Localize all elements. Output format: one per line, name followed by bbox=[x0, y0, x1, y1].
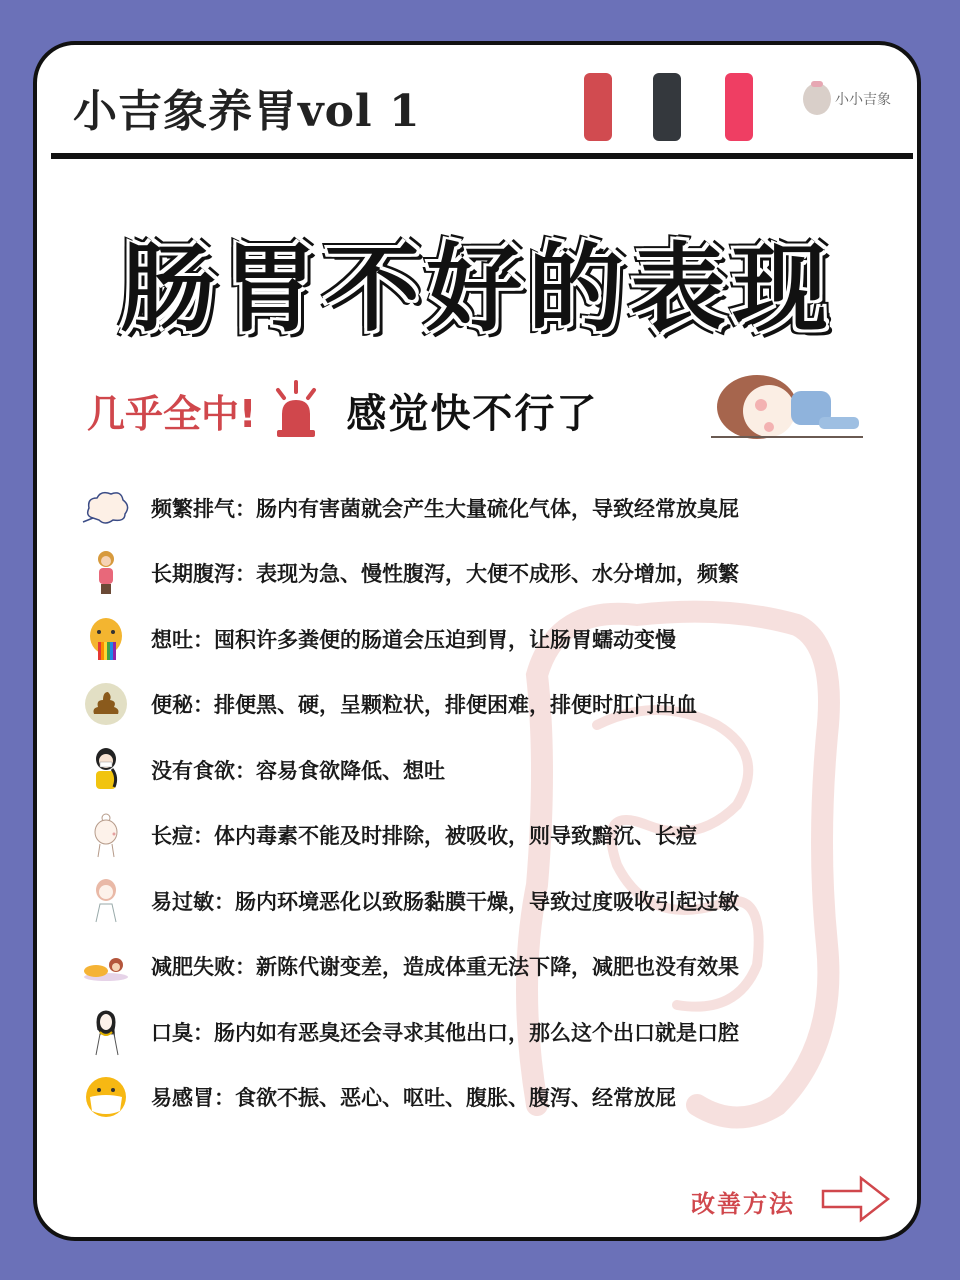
symptom-text: 想吐：囤积许多粪便的肠道会压迫到胃，让肠胃蠕动变慢 bbox=[151, 627, 676, 652]
symptom-text: 便秘：排便黑、硬，呈颗粒状，排便困难，排便时肛门出血 bbox=[151, 693, 697, 718]
symptom-text: 频繁排气：肠内有害菌就会产生大量硫化气体，导致经常放臭屁 bbox=[151, 496, 739, 521]
tired-girl-icon bbox=[707, 367, 867, 439]
list-item bbox=[81, 934, 881, 1000]
list-item bbox=[81, 672, 881, 738]
list-item bbox=[81, 868, 881, 934]
symptom-text: 易过敏：肠内环境恶化以致肠黏膜干燥，导致过度吸收引起过敏 bbox=[151, 889, 739, 914]
stomachache-girl-icon bbox=[81, 550, 131, 596]
list-item bbox=[81, 803, 881, 869]
mask-emoji-icon bbox=[81, 1074, 131, 1120]
color-bar-pink bbox=[725, 73, 753, 141]
next-page-link[interactable] bbox=[691, 1175, 891, 1227]
subheading bbox=[87, 375, 598, 445]
subheading-highlight: 几乎全中! bbox=[87, 391, 257, 436]
list-item bbox=[81, 999, 881, 1065]
author-watermark bbox=[803, 83, 891, 115]
next-page-label: 改善方法 bbox=[691, 1189, 795, 1218]
bad-breath-girl-icon bbox=[81, 1009, 131, 1055]
fart-cloud-icon bbox=[81, 485, 131, 531]
mascot-avatar-icon bbox=[803, 83, 831, 115]
poop-icon bbox=[81, 681, 131, 727]
brand-title: 小吉象养胃vol 1 bbox=[73, 86, 421, 137]
siren-icon bbox=[272, 380, 320, 440]
color-bar-dark bbox=[653, 73, 681, 141]
arrow-right-icon bbox=[821, 1175, 891, 1227]
list-item bbox=[81, 475, 881, 541]
symptom-text: 易感冒：食欲不振、恶心、呕吐、腹胀、腹泻、经常放屁 bbox=[151, 1086, 676, 1111]
symptom-text: 减肥失败：新陈代谢变差，造成体重无法下降，减肥也没有效果 bbox=[151, 955, 739, 980]
page-title: 肠胃不好的表现 bbox=[120, 233, 834, 345]
lying-girl-icon bbox=[81, 943, 131, 989]
poster-card bbox=[33, 41, 921, 1241]
acne-girl-icon bbox=[81, 812, 131, 858]
allergy-girl-icon bbox=[81, 878, 131, 924]
watermark-text: 小小吉象 bbox=[835, 92, 891, 108]
subheading-text: 感觉快不行了 bbox=[346, 390, 599, 437]
header-divider bbox=[51, 153, 913, 159]
symptom-list bbox=[81, 475, 881, 1130]
symptom-text: 长期腹泻：表现为急、慢性腹泻，大便不成形、水分增加，频繁 bbox=[151, 562, 739, 587]
masked-girl-icon bbox=[81, 747, 131, 793]
symptom-text: 口臭：肠内如有恶臭还会寻求其他出口，那么这个出口就是口腔 bbox=[151, 1020, 739, 1045]
symptom-text: 长痘：体内毒素不能及时排除，被吸收，则导致黯沉、长痘 bbox=[151, 824, 697, 849]
color-bar-red bbox=[584, 73, 612, 141]
list-item bbox=[81, 737, 881, 803]
vomit-rainbow-icon bbox=[81, 616, 131, 662]
list-item bbox=[81, 541, 881, 607]
symptom-text: 没有食欲：容易食欲降低、想吐 bbox=[151, 758, 445, 783]
list-item bbox=[81, 1065, 881, 1131]
list-item bbox=[81, 606, 881, 672]
